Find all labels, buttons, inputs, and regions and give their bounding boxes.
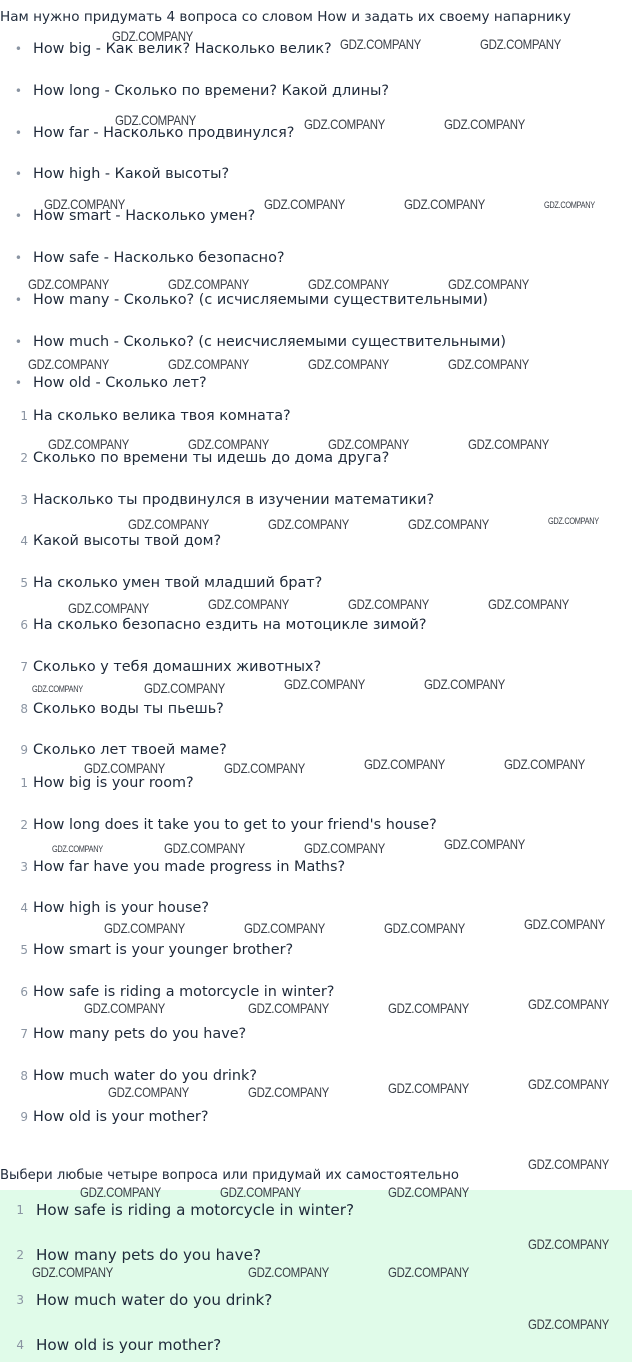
watermark-text: GDZ.COMPANY (44, 196, 126, 212)
watermark-text: GDZ.COMPANY (424, 676, 506, 692)
item-number: 4 (20, 901, 28, 916)
item-number: 1 (20, 776, 28, 790)
watermark-text: GDZ.COMPANY (308, 356, 390, 372)
bullet-marker: • (14, 209, 22, 224)
russian-question (0, 490, 632, 510)
watermark-text: GDZ.COMPANY (28, 356, 110, 372)
watermark-text: GDZ.COMPANY (115, 112, 197, 128)
watermark-text: GDZ.COMPANY (128, 516, 210, 532)
watermark-text: GDZ.COMPANY (264, 196, 346, 212)
watermark-text: GDZ.COMPANY (408, 516, 490, 532)
russian-question-text: На сколько безопасно ездить на мотоцикле зимой? (33, 617, 427, 633)
bullet-item-text: How high - Какой высоты? (33, 166, 230, 183)
watermark-text: GDZ.COMPANY (168, 356, 250, 372)
watermark-text: GDZ.COMPANY (488, 596, 570, 612)
item-number: 8 (20, 701, 28, 716)
russian-question-text: Сколько воды ты пьешь? (33, 700, 224, 717)
watermark-text: GDZ.COMPANY (108, 1084, 190, 1100)
bullet-item-text: How long - Сколько по времени? Какой длины? (33, 82, 389, 99)
watermark-text: GDZ.COMPANY (444, 116, 526, 132)
english-question-text: How big is your room? (33, 775, 194, 791)
watermark-text: GDZ.COMPANY (528, 1156, 610, 1172)
watermark-text: GDZ.COMPANY (304, 116, 386, 132)
watermark-text: GDZ.COMPANY (388, 1080, 470, 1096)
watermark-text: GDZ.COMPANY (528, 996, 610, 1012)
watermark-text: GDZ.COMPANY (404, 196, 486, 212)
bullet-item (0, 373, 632, 393)
watermark-text: GDZ.COMPANY (328, 436, 410, 452)
chosen-question-text: How much water do you drink? (36, 1291, 273, 1309)
watermark-text: GDZ.COMPANY (348, 596, 430, 612)
english-question (0, 857, 632, 877)
english-question-text: How smart is your younger brother? (33, 942, 294, 959)
russian-question-text: Какой высоты твой дом? (33, 533, 222, 550)
watermark-text: GDZ.COMPANY (112, 28, 194, 44)
russian-question (0, 531, 632, 551)
bullet-marker: • (14, 42, 22, 56)
russian-question (0, 615, 632, 635)
watermark-text: GDZ.COMPANY (468, 436, 550, 452)
watermark-text: GDZ.COMPANY (168, 276, 250, 292)
item-number: 9 (20, 743, 28, 758)
item-number: 2 (20, 450, 28, 465)
watermark-text: GDZ.COMPANY (268, 516, 350, 532)
english-question (0, 773, 632, 793)
item-number: 1 (16, 1203, 24, 1217)
bullet-item-text: How far - Насколько продвинулся? (33, 124, 295, 141)
item-number: 6 (20, 985, 28, 999)
chosen-question (0, 1200, 632, 1220)
bullet-item-text: How much - Сколько? (с неисчисляемыми существительными) (33, 333, 506, 350)
watermark-text: GDZ.COMPANY (208, 596, 290, 612)
chosen-question-text: How old is your mother? (36, 1336, 222, 1354)
watermark-text: GDZ.COMPANY (544, 200, 595, 210)
watermark-text: GDZ.COMPANY (220, 1184, 302, 1200)
watermark-text: GDZ.COMPANY (248, 1000, 330, 1016)
watermark-text: GDZ.COMPANY (32, 684, 83, 694)
russian-question (0, 699, 632, 719)
bullet-item (0, 123, 632, 143)
bullet-item (0, 248, 632, 268)
task-two-heading: Выбери любые четыре вопроса или придумай их самостоятельно (0, 1168, 459, 1183)
english-question-text: How old is your mother? (33, 1109, 209, 1126)
bullet-item (0, 81, 632, 101)
watermark-text: GDZ.COMPANY (68, 600, 150, 616)
bullet-item-text: How many - Сколько? (с исчисляемыми существительными) (33, 291, 489, 308)
watermark-text: GDZ.COMPANY (84, 1000, 166, 1016)
watermark-text: GDZ.COMPANY (52, 844, 103, 854)
watermark-text: GDZ.COMPANY (244, 920, 326, 936)
watermark-text: GDZ.COMPANY (384, 920, 466, 936)
watermark-text: GDZ.COMPANY (224, 760, 306, 776)
watermark-text: GDZ.COMPANY (388, 1000, 470, 1016)
chosen-question-text: How safe is riding a motorcycle in winter? (36, 1201, 355, 1219)
watermark-text: GDZ.COMPANY (80, 1184, 162, 1200)
russian-question-text: На сколько велика твоя комната? (33, 408, 291, 424)
watermark-text: GDZ.COMPANY (448, 356, 530, 372)
item-number: 2 (16, 1248, 24, 1262)
watermark-text: GDZ.COMPANY (528, 1316, 610, 1332)
english-question-text: How high is your house? (33, 900, 209, 917)
watermark-text: GDZ.COMPANY (48, 436, 130, 452)
watermark-text: GDZ.COMPANY (504, 756, 586, 772)
watermark-text: GDZ.COMPANY (84, 760, 166, 776)
item-number: 9 (20, 1110, 28, 1125)
watermark-text: GDZ.COMPANY (388, 1264, 470, 1280)
english-question (0, 898, 632, 918)
watermark-text: GDZ.COMPANY (28, 276, 110, 292)
chosen-question (0, 1245, 632, 1265)
watermark-text: GDZ.COMPANY (340, 36, 422, 52)
english-question-text: How many pets do you have? (33, 1025, 247, 1042)
russian-question-text: Сколько у тебя домашних животных? (33, 658, 322, 675)
item-number: 4 (20, 534, 28, 549)
russian-question-text: Насколько ты продвинулся в изучении математики? (33, 491, 435, 508)
watermark-text: GDZ.COMPANY (104, 920, 186, 936)
english-question (0, 1107, 632, 1127)
bullet-item (0, 290, 632, 310)
russian-question-text: На сколько умен твой младший брат? (33, 575, 323, 592)
bullet-item-text: How safe - Насколько безопасно? (33, 250, 285, 266)
watermark-text: GDZ.COMPANY (32, 1264, 114, 1280)
item-number: 8 (20, 1068, 28, 1083)
english-question-text: How much water do you drink? (33, 1067, 257, 1084)
chosen-questions-block (0, 1190, 632, 1362)
watermark-text: GDZ.COMPANY (144, 680, 226, 696)
chosen-question-text: How many pets do you have? (36, 1246, 262, 1264)
bullet-marker: • (14, 376, 22, 391)
bullet-marker: • (14, 292, 22, 307)
watermark-text: GDZ.COMPANY (524, 916, 606, 932)
item-number: 4 (16, 1338, 24, 1352)
bullet-item (0, 164, 632, 184)
watermark-text: GDZ.COMPANY (188, 436, 270, 452)
watermark-text: GDZ.COMPANY (444, 836, 526, 852)
item-number: 6 (20, 618, 28, 632)
watermark-text: GDZ.COMPANY (248, 1084, 330, 1100)
bullet-marker: • (14, 167, 22, 182)
watermark-text: GDZ.COMPANY (548, 516, 599, 526)
english-question (0, 815, 632, 835)
watermark-text: GDZ.COMPANY (284, 676, 366, 692)
russian-question (0, 573, 632, 593)
russian-question (0, 448, 632, 468)
russian-question (0, 657, 632, 677)
russian-question-text: Сколько по времени ты идешь до дома друга? (33, 449, 390, 466)
bullet-item (0, 39, 632, 59)
watermark-text: GDZ.COMPANY (448, 276, 530, 292)
watermark-text: GDZ.COMPANY (528, 1076, 610, 1092)
english-question-text: How far have you made progress in Maths? (33, 858, 346, 875)
bullet-marker: • (14, 83, 22, 98)
item-number: 3 (20, 859, 28, 874)
item-number: 3 (16, 1293, 24, 1307)
english-question-text: How safe is riding a motorcycle in winter? (33, 984, 335, 1000)
bullet-item-text: How old - Сколько лет? (33, 375, 207, 392)
russian-question-text: Сколько лет твоей маме? (33, 742, 227, 759)
item-number: 3 (20, 492, 28, 507)
bullet-item-text: How smart - Насколько умен? (33, 208, 256, 225)
bullet-marker: • (14, 334, 22, 349)
english-question-text: How long does it take you to get to your friend's house? (33, 816, 437, 833)
bullet-item (0, 206, 632, 226)
watermark-text: GDZ.COMPANY (528, 1236, 610, 1252)
english-question (0, 1066, 632, 1086)
item-number: 2 (20, 817, 28, 832)
english-question (0, 1024, 632, 1044)
item-number: 5 (20, 576, 28, 591)
watermark-text: GDZ.COMPANY (248, 1264, 330, 1280)
item-number: 7 (20, 659, 28, 674)
item-number: 7 (20, 1026, 28, 1041)
watermark-text: GDZ.COMPANY (364, 756, 446, 772)
chosen-question (0, 1335, 632, 1355)
english-question (0, 940, 632, 960)
watermark-text: GDZ.COMPANY (308, 276, 390, 292)
item-number: 5 (20, 943, 28, 958)
watermark-text: GDZ.COMPANY (164, 840, 246, 856)
item-number: 1 (20, 409, 28, 423)
chosen-question (0, 1290, 632, 1310)
watermark-text: GDZ.COMPANY (304, 840, 386, 856)
russian-question (0, 406, 632, 426)
watermark-text: GDZ.COMPANY (480, 36, 562, 52)
bullet-marker: • (14, 251, 22, 265)
watermark-text: GDZ.COMPANY (388, 1184, 470, 1200)
bullet-item (0, 332, 632, 352)
task-one-heading: Нам нужно придумать 4 вопроса со словом How и задать их своему напарнику (0, 9, 571, 25)
bullet-marker: • (14, 125, 22, 140)
english-question (0, 982, 632, 1002)
bullet-item-text: How big - Как велик? Насколько велик? (33, 41, 332, 57)
russian-question (0, 740, 632, 760)
